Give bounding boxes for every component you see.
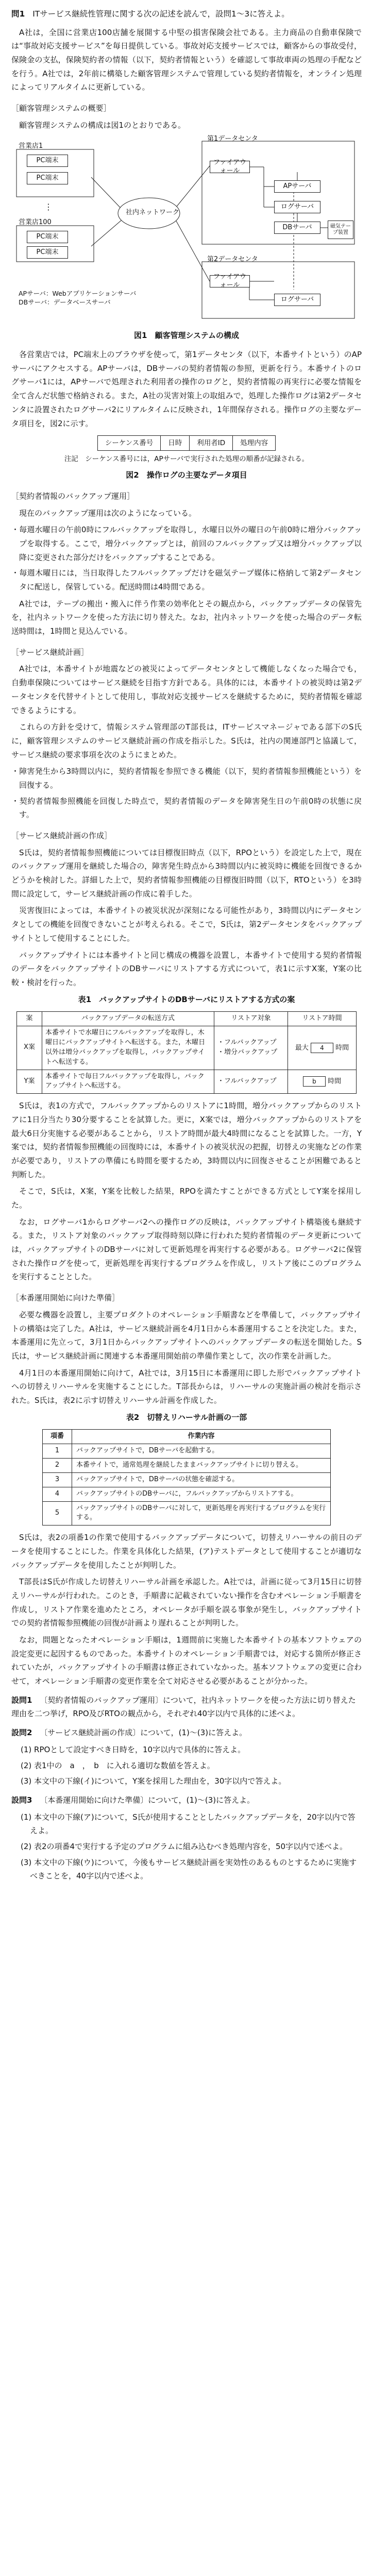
question-number: 問1	[11, 9, 25, 19]
time-value: 4	[311, 1043, 333, 1053]
question-2	[11, 1726, 362, 1740]
figure-1-system-diagram	[11, 135, 362, 326]
table-1-caption: 表1 バックアップサイトのDBサーバにリストアする方式の案	[78, 994, 295, 1004]
log-server-2-box: ログサーバ	[274, 294, 320, 306]
ap-server-box: APサーバ	[274, 180, 320, 193]
table-header: 作業内容	[72, 1430, 331, 1444]
log-item-datetime: 日時	[161, 435, 190, 451]
table-row	[17, 1070, 357, 1094]
analysis-paragraph: そこで，S氏は，X案，Y案を比較した結果，RPOを満たすことができる方式としてY案を採用した。	[11, 1187, 362, 1210]
table-header: リストア対象	[214, 1012, 288, 1026]
method-cell: 本番サイトで毎日フルバックアップを取得し，バックアップサイトへ転送する。	[42, 1070, 214, 1094]
table-1	[16, 1011, 357, 1094]
plan-paragraph: 災害復旧によっては，本番サイトの被災状況が深刻になる可能性があり，3時間以内にデータセンタとしての機能を回復できないことが考えられる。そこで，S氏は，第2データセンタをバックアップサイトとして使用することにした。	[11, 906, 362, 943]
db-server-box: DBサーバ	[274, 222, 320, 234]
requirements-list	[11, 765, 362, 822]
target-cell: ・フルバックアップ	[214, 1070, 288, 1094]
question-label: 設問3	[11, 1795, 32, 1805]
table-header: リストア時間	[288, 1012, 357, 1026]
dc1-label: 第1データセンタ	[207, 135, 258, 143]
section-heading-backup: ［契約者情報のバックアップ運用］	[11, 491, 134, 501]
list-item: ・毎週水曜日の午前0時にフルバックアップを取得し，水曜日以外の曜日の午前0時に増分バックアップを取得する。ここで，増分バックアップとは，前回のフルバックアップ又は増分バックアップ以降に変更された部分だけをバックアップすることである。	[11, 525, 362, 562]
system-description: 各営業店では，PC端末上のブラウザを使って，第1データセンタ（以下，本番サイトという）のAPサーバにアクセスする。APサーバは，DBサーバの契約者情報の参照，更新を行う。本番サイトのログサーバ1には，APサーバで処理された利用者の操作のログと，契約者情報の再実行に必要な情報を全て含んだ状態で格納される。また，A社の災害対策上の取組みで，処理した操作ログは第2データセンタに設置されたログサーバ2にリアルタイムに反映され，1年間保存される。操作ログの主要なデータ項目を，図2に示す。	[11, 350, 362, 428]
row-task: バックアップサイトで，DBサーバを起動する。	[72, 1444, 331, 1459]
table-row	[43, 1487, 331, 1501]
row-number: 2	[43, 1459, 72, 1473]
rehearsal-paragraph: S氏は，表2の項番1の作業で使用するバックアップデータについて，切替えリハーサルの前日のデータを使用することにした。作業を具体化した結果，(ア)テストデータとして使用することが適切なバックアップデータを使用したことが判明した。	[11, 1533, 362, 1570]
pc-terminal: PC端末	[27, 246, 68, 259]
list-item: ・契約者情報参照機能を回復した時点で，契約者情報のデータを障害発生日の午前0時の状態に戻す。	[11, 796, 362, 820]
section-heading-plan: ［サービス継続計画の作成］	[11, 831, 112, 841]
figure-2-log-items	[11, 435, 362, 451]
figure-1-legend: APサーバ：Webアプリケーションサーバ DBサーバ：データベースサーバ	[19, 290, 137, 306]
time-value: b	[303, 1076, 326, 1087]
plan-cell: X案	[17, 1026, 42, 1070]
log-item-process: 処理内容	[233, 435, 276, 451]
table-row	[43, 1459, 331, 1473]
rehearsal-paragraph: T部長はS氏が作成した切替えリハーサル計画を承認した。A社では，計画に従って3月15日に切替えリハーサルが行われた。このとき，手順書に記載されていない操作を含むオペレーション手順書を作成し，リストア作業を進めたところ，オペレータが手順を誤る事象が発生し，バックアップサイトでの契約者情報参照機能の回復が計画より遅れることが判明した。	[11, 1577, 362, 1628]
table-header: バックアップデータの転送方式	[42, 1012, 214, 1026]
question-text: 〔契約者情報のバックアップ運用〕について，社内ネットワークを使った方法に切り替えた理由を二つ挙げ，RPO及びRTOの観点から，それぞれ40字以内で具体的に述べよ。	[11, 1695, 356, 1719]
analysis-paragraph: S氏は，表1の方式で，フルバックアップからのリストアに1時間，増分バックアップからのリストアに1日分当たり30分要することを試算した。更に，X案では，増分バックアップからのリストアを最大6日分実施する必要があることから，リストア時間が最大4時間になることを試算した。一方，Y案では，契約者情報参照機能の回復時には，本番サイトの被災状況の把握，切替えの実施などの作業が必要であり，リストアの準備にも時間を要するため，3時間以内に回復させることが困難であると判断した。	[11, 1101, 362, 1179]
section-heading-continuity: ［サービス継続計画］	[11, 647, 89, 657]
time-cell	[288, 1026, 357, 1070]
row-task: バックアップサイトのDBサーバに，フルバックアップからリストアする。	[72, 1487, 331, 1501]
table-row	[43, 1501, 331, 1526]
table-row	[43, 1444, 331, 1459]
row-task: 本番サイトで，通常処理を継続したままバックアップサイトに切り替える。	[72, 1459, 331, 1473]
continuity-paragraph: これらの方針を受けて，情報システム管理部のT部長は，ITサービスマネージャである部下のS氏に，顧客管理システムのサービス継続計画の作成を指示した。S氏は，社内の関連部門と協議して，サービス継続の要求事項を次のようにまとめた。	[11, 722, 362, 759]
ellipsis: ⋮	[44, 202, 53, 212]
table-row	[43, 1472, 331, 1487]
sub-question: (1) RPOとして設定すべき日時を，10字以内で具体的に答えよ。	[21, 1744, 246, 1754]
question-label: 設問2	[11, 1728, 32, 1738]
question-1	[11, 1693, 362, 1721]
sub-question: (3) 本文中の下線(ウ)について，今後もサービス継続計画を実効性のあるものとするために実施すべきことを，40字以内で述べよ。	[21, 1857, 357, 1881]
plan-cell: Y案	[17, 1070, 42, 1094]
section-heading-system: ［顧客管理システムの概要］	[11, 104, 111, 113]
backup-list	[11, 523, 362, 594]
log-item-userid: 利用者ID	[190, 435, 233, 451]
row-task: バックアップサイトで，DBサーバの状態を確認する。	[72, 1472, 331, 1487]
time-label: 最大	[295, 1044, 309, 1052]
row-task: バックアップサイトのDBサーバに対して，更新処理を再実行するプログラムを実行する。	[72, 1501, 331, 1526]
sub-question: (3) 本文中の下線(イ)について，Y案を採用した理由を，30字以内で答えよ。	[21, 1776, 286, 1786]
list-item: ・毎週木曜日には，当日取得したフルバックアップだけを磁気テープ媒体に格納して第2データセンタに配送し，保管している。配送時間は4時間である。	[11, 568, 362, 592]
dc2-label: 第2データセンタ	[207, 256, 258, 264]
table-row	[17, 1026, 357, 1070]
firewall-box-dc2: ファイアウォール	[210, 275, 250, 287]
section-heading-preparation: ［本番運用開始に向けた準備］	[11, 1293, 120, 1303]
time-unit: 時間	[328, 1077, 342, 1086]
preparation-paragraph: 必要な機器を設置し，主要プロダクトのオペレーション手順書などを準備して，バックアップサイトの構築は完了した。A社は，サービス継続計画を4月1日から本番運用することを決定した。また，本番運用に先立って，3月1日からバックアップサイトへのバックアップデータの転送を開始した。S氏は，サービス継続計画に関連する本番運用開始前の準備作業として，次の作業を計画した。	[11, 1310, 362, 1361]
table-header: 案	[17, 1012, 42, 1026]
figure-2-note: 注記 シーケンス番号には，APサーバで実行された処理の順番が記録される。	[64, 455, 309, 464]
log-server-1-box: ログサーバ	[274, 201, 320, 213]
intro-paragraph: A社は，全国に営業店100店舗を展開する中堅の損害保険会社である。主力商品の自動車保険では“事故対応支援サービス”を毎日提供している。事故対応支援サービスでは，顧客からの事故受付，保険金の支払，保険契約者の情報（以下，契約者情報という）を確認して事故車両の処理の手配などを行う。A社では，2年前に構築した顧客管理システムで管理している契約者情報を，オンライン処理によってリアルタイムに更新している。	[11, 27, 362, 92]
continuity-paragraph: A社では，本番サイトが地震などの被災によってデータセンタとして機能しなくなった場合でも，自動車保険についてはサービス継続を目指す方針である。具体的には，本番サイトの被災時は第2データセンタを代替サイトとして使用し，事故対応支援サービスを継続するために，契約者情報を確認できるようにする。	[11, 664, 362, 715]
exam-page	[11, 7, 362, 1885]
target-cell: ・フルバックアップ ・増分バックアップ	[214, 1026, 288, 1070]
firewall-box: ファイアウォール	[210, 161, 250, 173]
tape-device-box: 磁気テープ装置	[328, 221, 353, 239]
figure-2-caption: 図2 操作ログの主要なデータ項目	[126, 470, 247, 480]
pc-terminal: PC端末	[27, 172, 68, 184]
store100-label: 営業店100	[19, 218, 52, 227]
list-item: ・障害発生から3時間以内に，契約者情報を参照できる機能（以下，契約者情報参照機能という）を回復する。	[11, 767, 362, 790]
method-cell: 本番サイトで水曜日にフルバックアップを取得し，木曜日にバックアップサイトへ転送する。また，木曜日以外は増分バックアップを取得し，バックアップサイトへ転送する。	[42, 1026, 214, 1070]
question-3	[11, 1793, 362, 1807]
preparation-paragraph: 4月1日の本番運用開始に向けて，A社では，3月15日に本番運用に即した形でバックアップサイトへの切替えリハーサルを実施することにした。T部長からは，リハーサルの実施計画の検討を指示された。S氏は，表2に示す切替えリハーサル計画を作成した。	[11, 1368, 362, 1405]
time-unit: 時間	[335, 1044, 349, 1052]
row-number: 4	[43, 1487, 72, 1501]
row-number: 5	[43, 1501, 72, 1526]
table-header: 項番	[43, 1430, 72, 1444]
table-2	[42, 1429, 331, 1526]
sub-question: (1) 本文中の下線(ア)について，S氏が使用することとしたバックアップデータを，20字以内で答えよ。	[21, 1812, 356, 1836]
backup-paragraph: A社では，テープの搬出・搬入に伴う作業の効率化とその観点から，バックアップデータの保管先を，社内ネットワークを使った方法に切り替えた。なお，社内ネットワークを使った場合のデータ転送時間は，1時間と見込んでいる。	[11, 599, 362, 636]
analysis-paragraph: なお，ログサーバ1からログサーバ2への操作ログの反映は，バックアップサイト構築後も継続する。また，リストア対象のバックアップ取得時刻以降に行われた契約者情報のデータ更新については，バックアップサイトのDBサーバに対して更新処理を再実行する必要がある。ログサーバ2に保管された操作ログを使って，更新処理を再実行するプログラムを作成し，リストア後にこのプログラムを実行することとした。	[11, 1217, 362, 1282]
log-item-sequence: シーケンス番号	[97, 435, 161, 451]
plan-paragraph: S氏は，契約者情報参照機能については目標復旧時点（以下，RPOという）を設定した上で，現在のバックアップ運用を継続した場合の，障害発生時点から3時間以内に被災時に機能を回復できるかどうかを検討した。詳細した上で，契約者情報参照機能の目標復旧時間（以下，RTOという）を3時間に設定して，サービス継続計画の作成に着手した。	[11, 848, 362, 899]
figure-1-caption: 図1 顧客管理システムの構成	[134, 331, 239, 341]
plan-paragraph: バックアップサイトには本番サイトと同じ構成の機器を設置し，本番サイトで使用する契約者情報のデータをバックアップサイトのDBサーバにリストアする方式について，表1に示すX案，Y案の比較・検討を行った。	[11, 950, 362, 987]
sub-question: (2) 表2の項番4で実行する予定のプログラムに組み込むべき処理内容を，50字以内で述べよ。	[21, 1841, 348, 1851]
row-number: 1	[43, 1444, 72, 1459]
question-text: 〔サービス継続計画の作成〕について，(1)～(3)に答えよ。	[40, 1728, 247, 1738]
section-text-system: 顧客管理システムの構成は図1のとおりである。	[19, 120, 186, 130]
backup-lead: 現在のバックアップ運用は次のようになっている。	[19, 508, 196, 518]
pc-terminal: PC端末	[27, 155, 68, 167]
store1-label: 営業店1	[19, 142, 43, 150]
question-text: 〔本番運用開始に向けた準備〕について，(1)～(3)に答えよ。	[40, 1795, 255, 1805]
network-label: 社内ネットワーク	[126, 209, 180, 217]
table-2-caption: 表2 切替えリハーサル計画の一部	[126, 1412, 247, 1422]
question-title	[11, 7, 362, 22]
time-cell	[288, 1070, 357, 1094]
row-number: 3	[43, 1472, 72, 1487]
sub-question: (2) 表1中の a ， b に入れる適切な数値を答えよ。	[21, 1760, 215, 1770]
question-label: 設問1	[11, 1695, 32, 1705]
question-heading: ITサービス継続性管理に関する次の記述を読んで，設問1～3に答えよ。	[32, 9, 290, 19]
rehearsal-paragraph: なお，問題となったオペレーション手順は，1週間前に実施した本番サイトの基本ソフトウェアの設定変更に起因するものであった。本番サイトのオペレーション手順書では，対応する箇所が修正されていたが，バックアップサイトの手順書は修正されていなかった。基本ソフトウェアの変更に合わせて，オペレーション手順書の変更作業を全て対応させる必要があることが分かった。	[11, 1635, 362, 1686]
pc-terminal: PC端末	[27, 231, 68, 243]
